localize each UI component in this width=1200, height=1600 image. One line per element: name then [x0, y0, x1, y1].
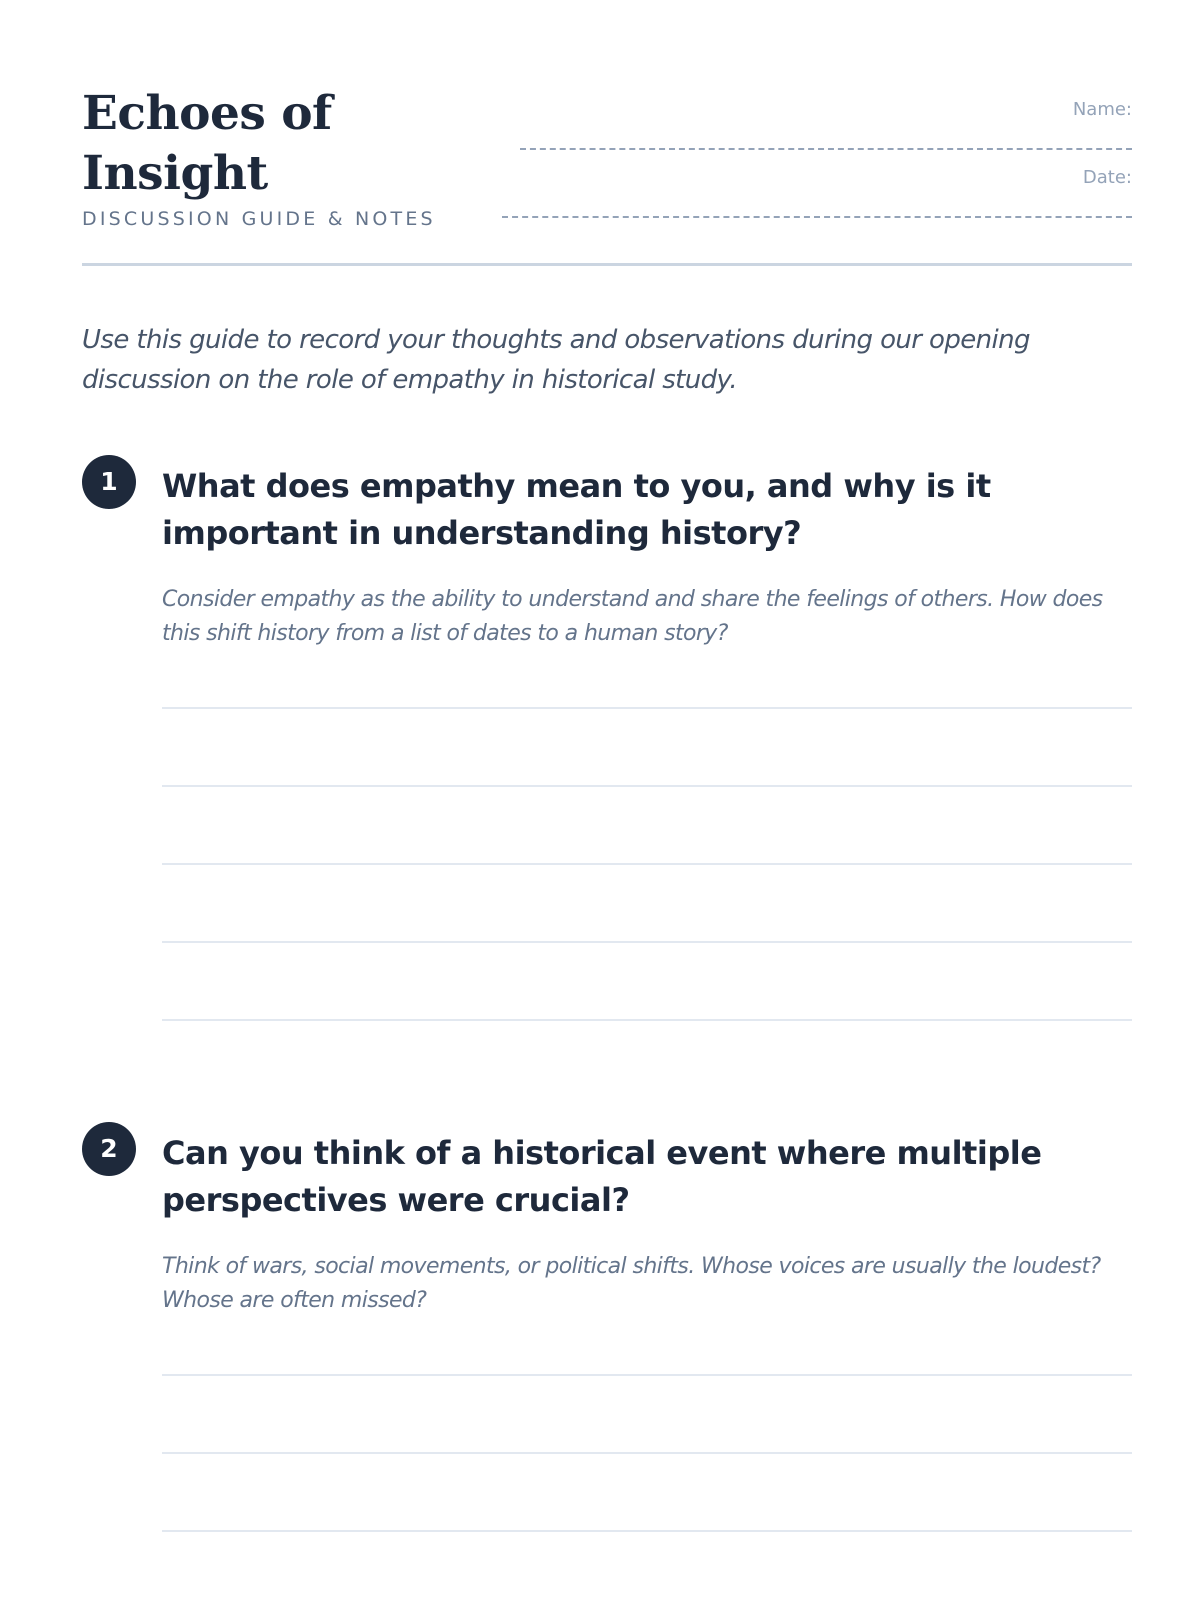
- question-number-badge: 2: [82, 1122, 136, 1176]
- question-hint: Think of wars, social movements, or political shifts. Whose voices are usually the loudest? Whose are often missed?: [162, 1254, 1101, 1313]
- answer-line[interactable]: [162, 1019, 1132, 1021]
- question-title: What does empathy mean to you, and why is it important in understanding history?: [162, 467, 991, 552]
- worksheet-page: [82, 0, 1132, 1600]
- intro-text: Use this guide to record your thoughts and observations during our opening discussion on the role of empathy in historical study.: [82, 325, 1030, 395]
- title-line-1: Echoes of: [82, 86, 332, 141]
- title-line-2: Insight: [82, 146, 268, 201]
- page-subtitle: DISCUSSION GUIDE & NOTES: [82, 208, 436, 230]
- answer-line[interactable]: [162, 1530, 1132, 1532]
- name-field: [1073, 98, 1132, 122]
- date-write-line[interactable]: [502, 216, 1132, 218]
- question-number-badge: 1: [82, 455, 136, 509]
- answer-line[interactable]: [162, 707, 1132, 709]
- name-label: Name:: [1072, 99, 1132, 120]
- page-title: [82, 84, 482, 204]
- answer-line[interactable]: [162, 1452, 1132, 1454]
- question-title: Can you think of a historical event where multiple perspectives were crucial?: [162, 1134, 1042, 1219]
- answer-line[interactable]: [162, 1374, 1132, 1376]
- worksheet-header: [82, 80, 1132, 266]
- answer-line[interactable]: [162, 785, 1132, 787]
- name-write-line[interactable]: [520, 148, 1132, 150]
- date-label: Date:: [1082, 167, 1132, 188]
- answer-line[interactable]: [162, 941, 1132, 943]
- question-hint: Consider empathy as the ability to understand and share the feelings of others. How does this shift history from a list of dates to a human story?: [162, 587, 1103, 646]
- answer-line[interactable]: [162, 863, 1132, 865]
- date-field: [1083, 166, 1132, 190]
